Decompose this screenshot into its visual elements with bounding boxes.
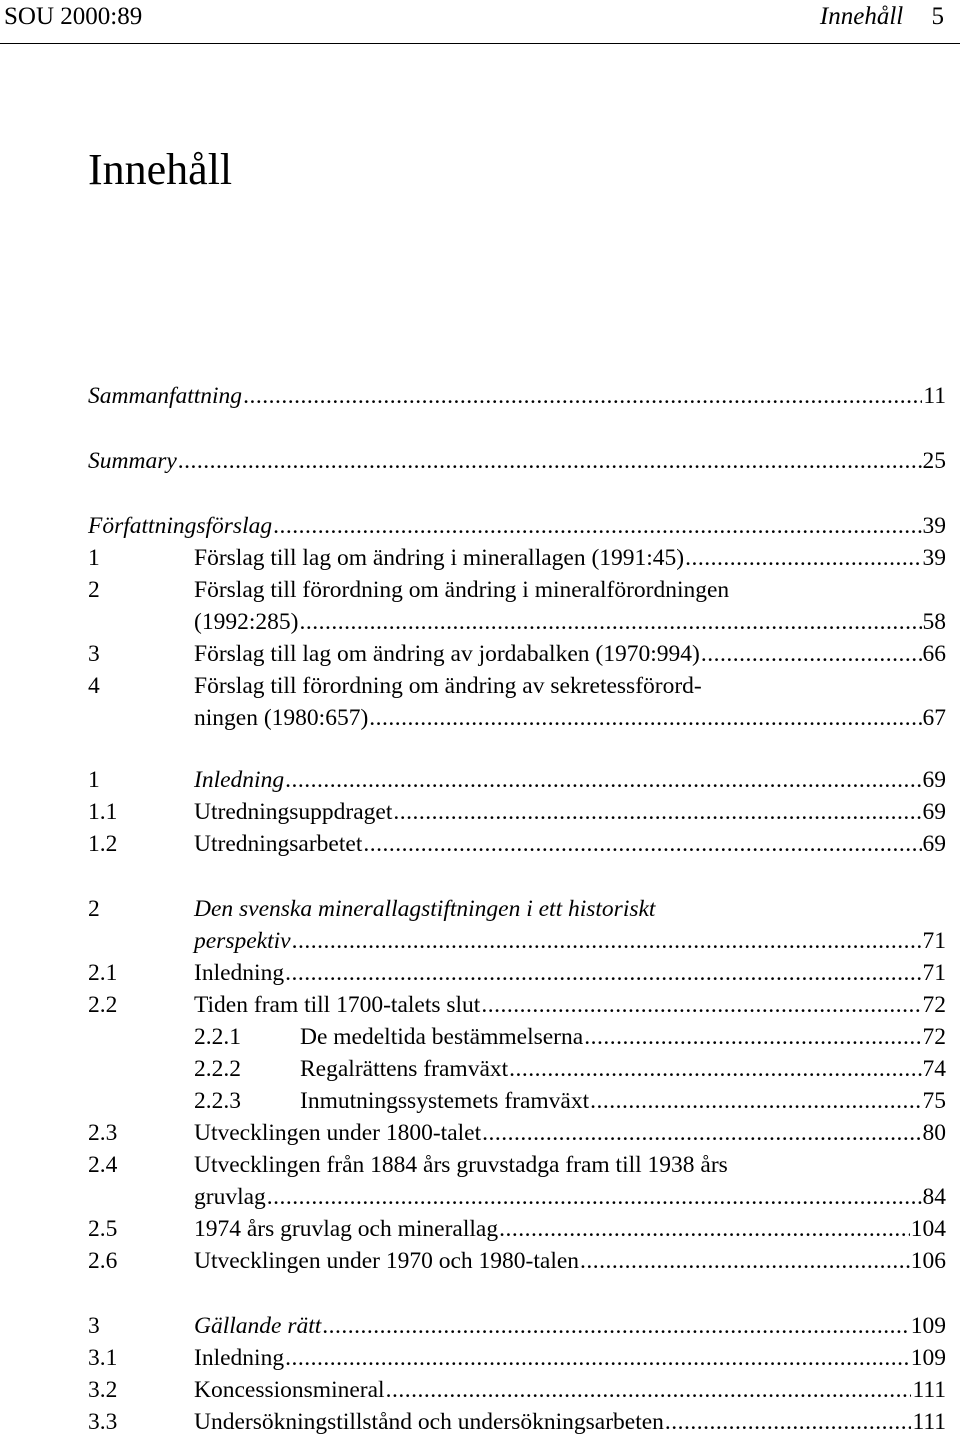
document-id: SOU 2000:89 (4, 3, 143, 30)
toc-entry[interactable] (88, 1213, 946, 1245)
toc-entry-page: 80 (922, 1120, 946, 1146)
toc-entry[interactable] (88, 1021, 946, 1053)
header-right (820, 2, 944, 32)
dot-leader (685, 542, 921, 574)
toc-entry-number: 1.1 (88, 799, 118, 825)
dot-leader (285, 957, 921, 989)
dot-leader (285, 764, 921, 796)
toc-entry-title: Förslag till lag om ändring i minerallagen (1991:45) (194, 545, 685, 571)
toc-entry-title: gruvlag (194, 1184, 266, 1210)
dot-leader (363, 828, 921, 860)
toc-entry-page: 58 (922, 609, 946, 635)
dot-leader (322, 1310, 909, 1342)
dot-leader (273, 510, 921, 542)
toc-entry[interactable] (88, 1342, 946, 1374)
toc-entry-number: 2.3 (88, 1120, 118, 1146)
toc-entry[interactable] (88, 638, 946, 670)
toc-entry-number: 3 (88, 1313, 100, 1339)
toc-entry-number: 2.5 (88, 1216, 118, 1242)
dot-leader (285, 1342, 910, 1374)
dot-leader (509, 1053, 921, 1085)
toc-entry-page: 104 (910, 1216, 946, 1242)
toc-entry-number: 4 (88, 673, 100, 699)
toc-entry-subnumber: 2.2.3 (194, 1088, 241, 1114)
toc-entry[interactable] (88, 1149, 946, 1181)
toc-entry-number: 2 (88, 896, 100, 922)
toc-entry-page: 111 (912, 1377, 946, 1403)
toc-entry-title: Summary (88, 448, 177, 474)
toc-entry-subnumber: 2.2.2 (194, 1056, 241, 1082)
toc-entry-number: 1 (88, 545, 100, 571)
dot-leader (580, 1245, 910, 1277)
dot-leader (482, 1117, 921, 1149)
toc-entry[interactable] (88, 574, 946, 606)
toc-entry-title: Utvecklingen under 1800-talet (194, 1120, 482, 1146)
toc-entry-title: Förslag till lag om ändring av jordabalken (1970:994) (194, 641, 700, 667)
toc-entry[interactable] (88, 989, 946, 1021)
toc-entry-number: 1.2 (88, 831, 118, 857)
toc-entry-page: 39 (922, 513, 946, 539)
dot-leader (481, 989, 921, 1021)
toc-entry[interactable] (88, 1085, 946, 1117)
dot-leader (590, 1085, 921, 1117)
toc-entry-page: 25 (922, 448, 946, 474)
toc-entry[interactable] (88, 445, 946, 477)
dot-leader (701, 638, 922, 670)
toc-entry-title: Koncessionsmineral (194, 1377, 385, 1403)
dot-leader (243, 380, 922, 412)
toc-entry-title: Utvecklingen under 1970 och 1980-talen (194, 1248, 580, 1274)
toc-entry[interactable] (88, 1181, 946, 1213)
toc-entry-number: 2.1 (88, 960, 118, 986)
toc-entry[interactable] (88, 1406, 946, 1438)
toc-entry-title: Inledning (194, 960, 285, 986)
toc-entry-page: 39 (922, 545, 946, 571)
toc-entry-page: 66 (922, 641, 946, 667)
dot-leader (386, 1374, 912, 1406)
toc-entry-title: Förslag till förordning om ändring av sekretessförord- (194, 673, 702, 699)
toc-entry[interactable] (88, 1374, 946, 1406)
toc-entry-title: 1974 års gruvlag och minerallag (194, 1216, 499, 1242)
toc-entry[interactable] (88, 380, 946, 412)
toc-entry-page: 11 (923, 383, 946, 409)
toc-entry-title: Undersökningstillstånd och undersökningsarbeten (194, 1409, 664, 1435)
toc-entry-title: ningen (1980:657) (194, 705, 369, 731)
toc-entry-page: 109 (910, 1345, 946, 1371)
toc-entry[interactable] (88, 1053, 946, 1085)
toc-entry-title: Inledning (194, 767, 285, 793)
toc-entry-page: 71 (922, 960, 946, 986)
toc-entry-title: Sammanfattning (88, 383, 243, 409)
dot-leader (299, 606, 921, 638)
toc-entry-number: 3.1 (88, 1345, 118, 1371)
toc-entry-page: 111 (912, 1409, 946, 1435)
toc-entry[interactable] (88, 670, 946, 702)
toc-entry[interactable] (88, 764, 946, 796)
toc-entry-title: De medeltida bestämmelserna (300, 1024, 584, 1050)
dot-leader (393, 796, 921, 828)
dot-leader (178, 445, 922, 477)
toc-entry-title: Den svenska minerallagstiftningen i ett historiskt (194, 896, 656, 922)
toc-entry-title: Gällande rätt (194, 1313, 322, 1339)
dot-leader (665, 1406, 912, 1438)
toc-entry-title: Regalrättens framväxt (300, 1056, 509, 1082)
toc-entry-page: 67 (922, 705, 946, 731)
toc-entry-number: 2.4 (88, 1152, 118, 1178)
toc-entry[interactable] (88, 828, 946, 860)
toc-entry[interactable] (88, 925, 946, 957)
toc-entry-subnumber: 2.2.1 (194, 1024, 241, 1050)
toc-entry[interactable] (88, 1245, 946, 1277)
toc-entry-page: 71 (922, 928, 946, 954)
toc-entry-title: Tiden fram till 1700-talets slut (194, 992, 481, 1018)
toc-entry[interactable] (88, 606, 946, 638)
toc-entry-title: Inmutningssystemets framväxt (300, 1088, 590, 1114)
toc-entry-page: 72 (922, 1024, 946, 1050)
toc-entry-page: 106 (910, 1248, 946, 1274)
toc-entry-page: 84 (922, 1184, 946, 1210)
toc-entry-title: Förslag till förordning om ändring i mineralförordningen (194, 577, 730, 603)
toc-entry[interactable] (88, 893, 946, 925)
toc-entry[interactable] (88, 796, 946, 828)
toc-entry-number: 2 (88, 577, 100, 603)
toc-entry[interactable] (88, 542, 946, 574)
toc-entry-title: Utredningsuppdraget (194, 799, 393, 825)
dot-leader (267, 1181, 922, 1213)
toc-entry-page: 109 (910, 1313, 946, 1339)
toc-entry-page: 69 (922, 799, 946, 825)
toc-entry-page: 72 (922, 992, 946, 1018)
toc-entry[interactable] (88, 510, 946, 542)
toc-entry-number: 3.3 (88, 1409, 118, 1435)
toc-entry-number: 2.6 (88, 1248, 118, 1274)
toc-entry-page: 69 (922, 831, 946, 857)
toc-entry-page: 69 (922, 767, 946, 793)
toc-entry-number: 1 (88, 767, 100, 793)
toc-entry-title: Inledning (194, 1345, 285, 1371)
toc-entry-number: 2.2 (88, 992, 118, 1018)
dot-leader (369, 702, 921, 734)
page-title: Innehåll (88, 145, 233, 194)
toc-entry-number: 3 (88, 641, 100, 667)
section-name: Innehåll (819, 3, 904, 30)
toc-entry[interactable] (88, 1117, 946, 1149)
toc-entry-title: perspektiv (194, 928, 291, 954)
toc-entry[interactable] (88, 957, 946, 989)
toc-entry-title: (1992:285) (194, 609, 299, 635)
toc-entry[interactable] (88, 1310, 946, 1342)
page-number: 5 (931, 3, 944, 30)
running-header (0, 0, 960, 44)
toc-entry-title: Utvecklingen från 1884 års gruvstadga fram till 1938 års (194, 1152, 728, 1178)
toc-entry-title: Författningsförslag (88, 513, 273, 539)
dot-leader (499, 1213, 910, 1245)
dot-leader (292, 925, 922, 957)
toc-entry-title: Utredningsarbetet (194, 831, 363, 857)
toc-entry-page: 75 (922, 1088, 946, 1114)
dot-leader (584, 1021, 921, 1053)
toc-entry-number: 3.2 (88, 1377, 118, 1403)
toc-entry-page: 74 (922, 1056, 946, 1082)
toc-entry[interactable] (88, 702, 946, 734)
